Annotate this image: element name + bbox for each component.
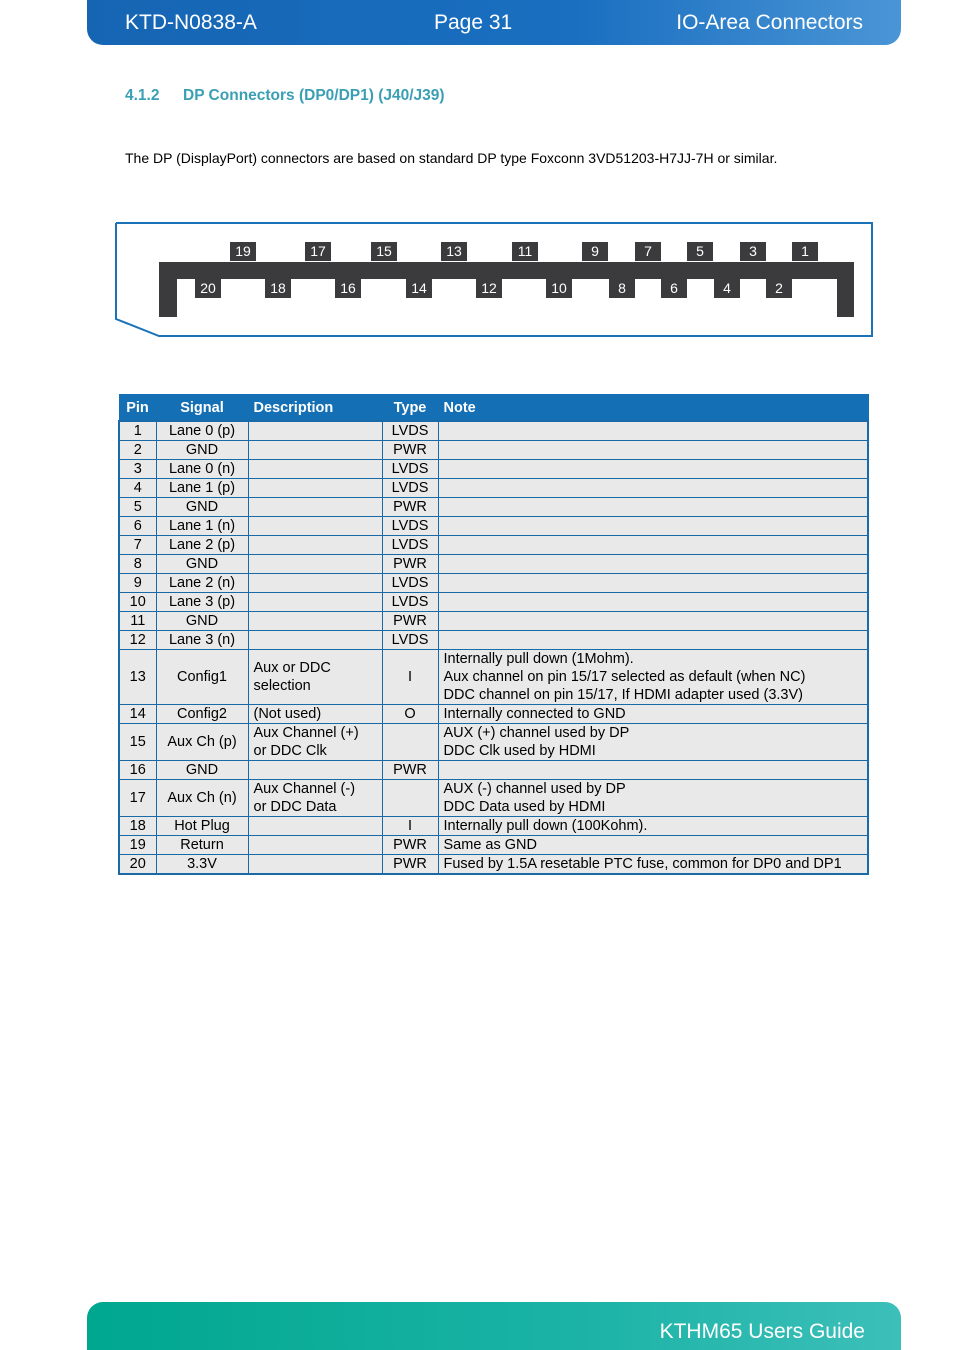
column-header-note: Note	[438, 395, 868, 422]
cell-note: Same as GND	[438, 836, 868, 855]
cell-type: LVDS	[382, 517, 438, 536]
cell-pin: 11	[119, 612, 156, 631]
bottom-pin-20: 20	[195, 279, 221, 298]
cell-description	[248, 817, 382, 836]
cell-note	[438, 631, 868, 650]
cell-description: (Not used)	[248, 705, 382, 724]
cell-description	[248, 536, 382, 555]
top-pin-13: 13	[441, 242, 467, 261]
table-row	[119, 498, 868, 517]
bottom-pin-2: 2	[766, 279, 792, 298]
cell-signal: 3.3V	[156, 855, 248, 875]
top-pin-7: 7	[635, 242, 661, 261]
cell-description	[248, 498, 382, 517]
cell-pin: 17	[119, 780, 156, 817]
cell-type: O	[382, 705, 438, 724]
cell-description	[248, 593, 382, 612]
page-header	[87, 0, 901, 45]
bottom-pin-18: 18	[265, 279, 291, 298]
table-row	[119, 761, 868, 780]
cell-type: PWR	[382, 836, 438, 855]
top-pin-15: 15	[371, 242, 397, 261]
cell-signal: Lane 2 (p)	[156, 536, 248, 555]
cell-type	[382, 780, 438, 817]
cell-description	[248, 479, 382, 498]
cell-type: PWR	[382, 855, 438, 875]
cell-pin: 19	[119, 836, 156, 855]
intro-paragraph: The DP (DisplayPort) connectors are based on standard DP type Foxconn 3VD51203-H7JJ-7H or similar.	[125, 150, 778, 166]
cell-pin: 2	[119, 441, 156, 460]
bottom-pin-14: 14	[406, 279, 432, 298]
cell-description	[248, 517, 382, 536]
cell-signal: Lane 1 (n)	[156, 517, 248, 536]
bottom-pin-10: 10	[546, 279, 572, 298]
top-pin-9: 9	[582, 242, 608, 261]
cell-signal: Aux Ch (p)	[156, 724, 248, 761]
column-header-pin: Pin	[119, 395, 156, 422]
cell-pin: 1	[119, 421, 156, 441]
table-row	[119, 441, 868, 460]
top-pin-1: 1	[792, 242, 818, 261]
cell-note	[438, 612, 868, 631]
bottom-pin-8: 8	[609, 279, 635, 298]
cell-pin: 8	[119, 555, 156, 574]
cell-signal: GND	[156, 761, 248, 780]
cell-type: I	[382, 817, 438, 836]
cell-note	[438, 761, 868, 780]
cell-pin: 14	[119, 705, 156, 724]
table-row	[119, 421, 868, 441]
column-header-signal: Signal	[156, 395, 248, 422]
page-footer	[87, 1302, 901, 1350]
column-header-description: Description	[248, 395, 382, 422]
cell-pin: 7	[119, 536, 156, 555]
cell-description	[248, 855, 382, 875]
cell-description	[248, 574, 382, 593]
table-row	[119, 836, 868, 855]
table-row	[119, 536, 868, 555]
cell-note	[438, 498, 868, 517]
table-row	[119, 555, 868, 574]
table-row	[119, 724, 868, 761]
cell-note: Internally connected to GND	[438, 705, 868, 724]
cell-description: Aux Channel (+) or DDC Clk	[248, 724, 382, 761]
cell-signal: Lane 1 (p)	[156, 479, 248, 498]
cell-pin: 15	[119, 724, 156, 761]
cell-note	[438, 593, 868, 612]
cell-signal: Lane 3 (n)	[156, 631, 248, 650]
cell-pin: 20	[119, 855, 156, 875]
cell-type: PWR	[382, 441, 438, 460]
cell-note	[438, 555, 868, 574]
section-number: 4.1.2	[125, 87, 160, 104]
table-row	[119, 855, 868, 875]
cell-note	[438, 460, 868, 479]
table-row	[119, 705, 868, 724]
table-row	[119, 460, 868, 479]
cell-description	[248, 421, 382, 441]
cell-pin: 9	[119, 574, 156, 593]
cell-pin: 10	[119, 593, 156, 612]
cell-signal: GND	[156, 498, 248, 517]
cell-type: PWR	[382, 612, 438, 631]
cell-signal: Lane 0 (p)	[156, 421, 248, 441]
bottom-pin-12: 12	[476, 279, 502, 298]
cell-note	[438, 441, 868, 460]
table-row	[119, 593, 868, 612]
cell-signal: Config1	[156, 650, 248, 705]
cell-type: LVDS	[382, 593, 438, 612]
cell-note: AUX (-) channel used by DP DDC Data used by HDMI	[438, 780, 868, 817]
table-row	[119, 574, 868, 593]
cell-pin: 16	[119, 761, 156, 780]
cell-note: Internally pull down (100Kohm).	[438, 817, 868, 836]
cell-pin: 5	[119, 498, 156, 517]
cell-description: Aux Channel (-) or DDC Data	[248, 780, 382, 817]
table-row	[119, 631, 868, 650]
cell-type: PWR	[382, 761, 438, 780]
cell-signal: Lane 0 (n)	[156, 460, 248, 479]
cell-type: LVDS	[382, 574, 438, 593]
section-title: DP Connectors (DP0/DP1) (J40/J39)	[183, 87, 445, 104]
top-pin-19: 19	[230, 242, 256, 261]
table-row	[119, 612, 868, 631]
cell-note	[438, 574, 868, 593]
cell-signal: Aux Ch (n)	[156, 780, 248, 817]
cell-signal: Config2	[156, 705, 248, 724]
cell-description	[248, 761, 382, 780]
guide-title: KTHM65 Users Guide	[659, 1320, 865, 1343]
top-pin-11: 11	[512, 242, 538, 261]
cell-description	[248, 460, 382, 479]
top-pin-17: 17	[305, 242, 331, 261]
page-number: Page 31	[434, 11, 513, 34]
cell-note	[438, 421, 868, 441]
cell-signal: Lane 2 (n)	[156, 574, 248, 593]
table-row	[119, 650, 868, 705]
chapter-title: IO-Area Connectors	[676, 11, 863, 34]
top-pin-5: 5	[687, 242, 713, 261]
top-pin-3: 3	[740, 242, 766, 261]
connector-body	[159, 262, 854, 317]
cell-description	[248, 836, 382, 855]
cell-description	[248, 631, 382, 650]
column-header-type: Type	[382, 395, 438, 422]
cell-description	[248, 612, 382, 631]
bottom-pin-6: 6	[661, 279, 687, 298]
cell-signal: Lane 3 (p)	[156, 593, 248, 612]
document-id: KTD-N0838-A	[125, 11, 257, 34]
pinout-table	[118, 394, 869, 875]
cell-type: LVDS	[382, 460, 438, 479]
connector-diagram	[115, 222, 875, 345]
cell-note: AUX (+) channel used by DP DDC Clk used by HDMI	[438, 724, 868, 761]
cell-signal: GND	[156, 555, 248, 574]
cell-description	[248, 441, 382, 460]
cell-type	[382, 724, 438, 761]
cell-pin: 3	[119, 460, 156, 479]
cell-type: LVDS	[382, 421, 438, 441]
cell-note	[438, 479, 868, 498]
cell-pin: 4	[119, 479, 156, 498]
cell-type: PWR	[382, 555, 438, 574]
table-row	[119, 479, 868, 498]
cell-note	[438, 536, 868, 555]
cell-signal: GND	[156, 612, 248, 631]
bottom-pin-4: 4	[714, 279, 740, 298]
cell-pin: 12	[119, 631, 156, 650]
section-heading	[125, 87, 445, 105]
cell-pin: 18	[119, 817, 156, 836]
cell-type: I	[382, 650, 438, 705]
cell-type: LVDS	[382, 631, 438, 650]
cell-note: Internally pull down (1Mohm). Aux channel on pin 15/17 selected as default (when NC) DDC channel on pin 15/17, If HDMI adapter used (3.3V)	[438, 650, 868, 705]
cell-type: LVDS	[382, 536, 438, 555]
table-row	[119, 517, 868, 536]
bottom-pin-16: 16	[335, 279, 361, 298]
cell-pin: 6	[119, 517, 156, 536]
table-row	[119, 780, 868, 817]
cell-description	[248, 555, 382, 574]
cell-note: Fused by 1.5A resetable PTC fuse, common for DP0 and DP1	[438, 855, 868, 875]
cell-note	[438, 517, 868, 536]
cell-type: LVDS	[382, 479, 438, 498]
cell-signal: GND	[156, 441, 248, 460]
cell-type: PWR	[382, 498, 438, 517]
cell-description: Aux or DDC selection	[248, 650, 382, 705]
cell-signal: Return	[156, 836, 248, 855]
cell-signal: Hot Plug	[156, 817, 248, 836]
cell-pin: 13	[119, 650, 156, 705]
table-row	[119, 817, 868, 836]
